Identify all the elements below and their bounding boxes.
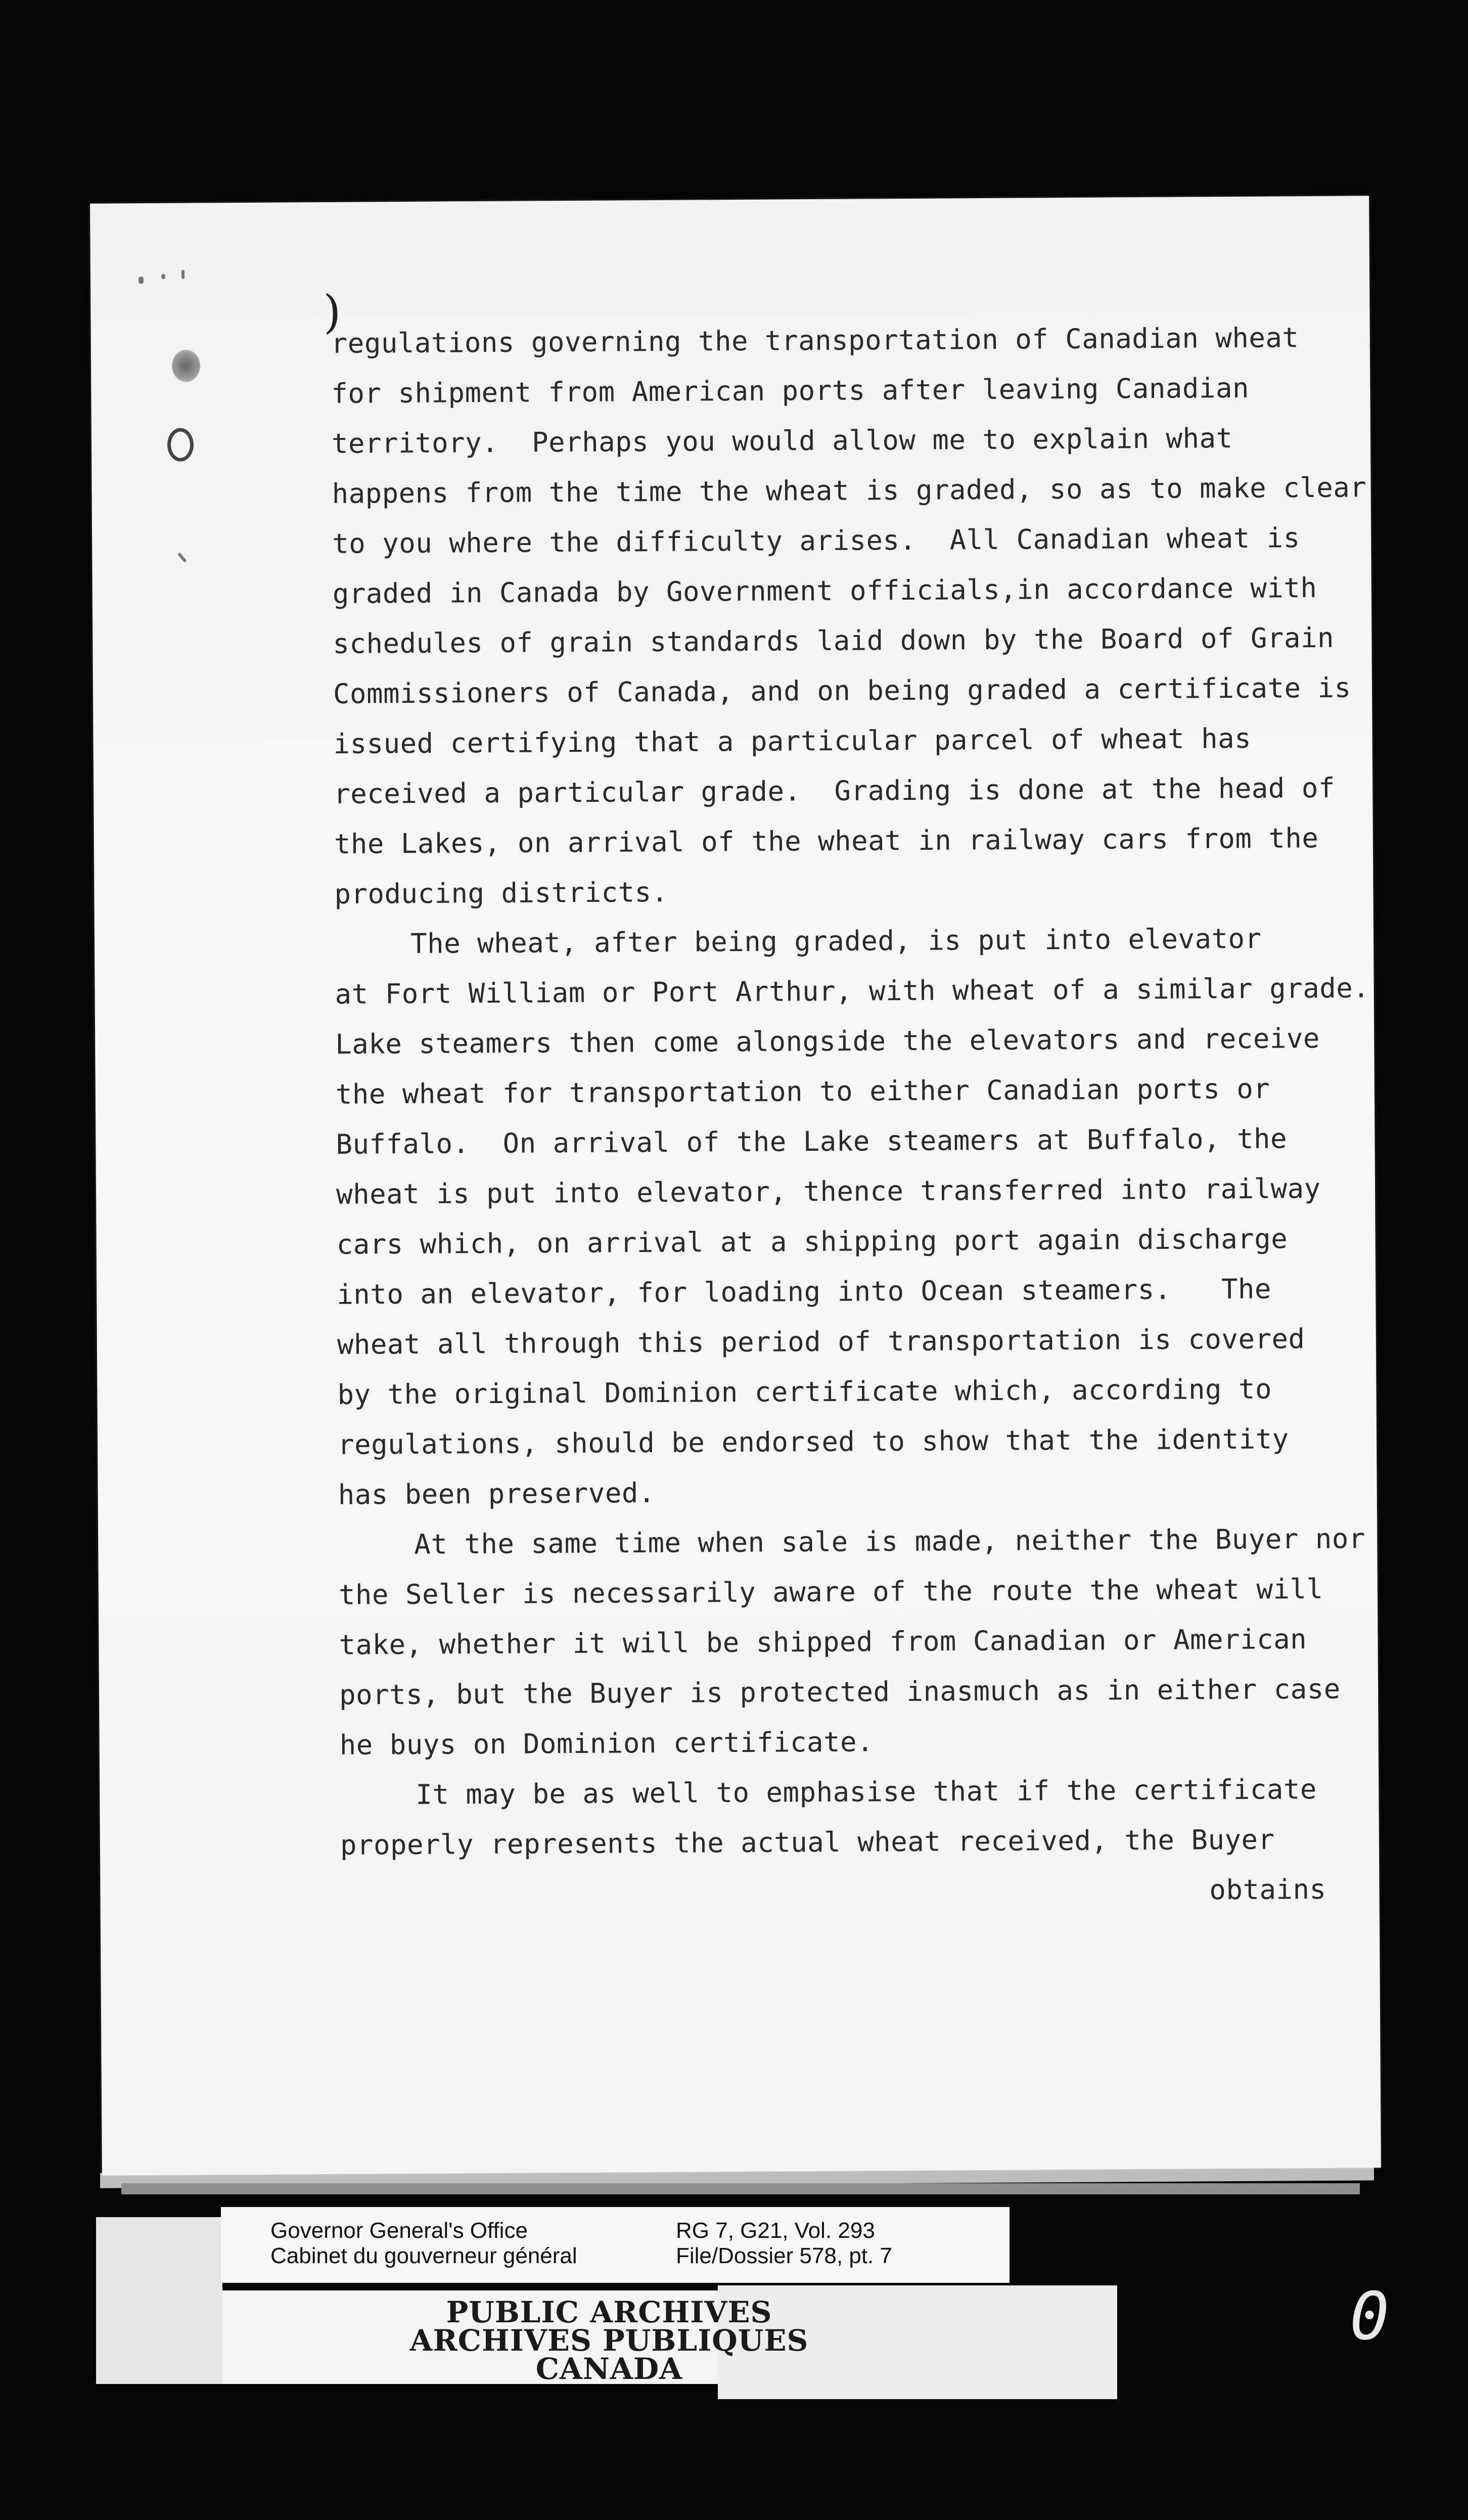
stamp-line-2: ARCHIVES PUBLIQUES <box>409 2323 809 2358</box>
text-line: It may be as well to emphasise that if the certificate <box>416 1773 1317 1811</box>
text-line: schedules of grain standards laid down by the Board of Grain <box>333 621 1335 660</box>
stamp-line-3: CANADA <box>535 2352 683 2386</box>
margin-mark: ) <box>323 285 341 339</box>
text-line: At the same time when sale is made, neither the Buyer nor <box>414 1522 1366 1560</box>
text-line: regulations governing the transportation of Canadian wheat <box>331 322 1299 359</box>
text-line: the Lakes, on arrival of the wheat in railway cars from the <box>334 822 1319 860</box>
text-line: by the original Dominion certificate which, according to <box>337 1373 1272 1411</box>
film-leader-strip <box>96 2217 222 2384</box>
stamp-line-1: PUBLIC ARCHIVES <box>446 2295 772 2329</box>
letter-body <box>331 312 1370 1920</box>
text-line: The wheat, after being graded, is put into elevator <box>410 922 1262 960</box>
text-line: Commissioners of Canada, and on being graded a certificate is <box>333 671 1351 710</box>
text-line: into an elevator, for loading into Ocean steamers. The <box>337 1273 1272 1311</box>
text-line: cars which, on arrival at a shipping port again discharge <box>336 1223 1288 1261</box>
text-line: issued certifying that a particular parcel of wheat has <box>333 722 1252 760</box>
archive-reference-block <box>676 2218 892 2269</box>
text-line: wheat is put into elevator, thence transferred into railway <box>336 1172 1321 1210</box>
text-line: for shipment from American ports after leaving Canadian <box>331 372 1250 410</box>
ink-speck <box>139 277 144 284</box>
text-line: properly represents the actual wheat received, the Buyer <box>340 1823 1275 1861</box>
archive-office-block <box>270 2218 577 2269</box>
archive-label <box>221 2207 1010 2283</box>
text-line: has been preserved. <box>338 1476 656 1511</box>
text-line: the Seller is necessarily aware of the route the wheat will <box>338 1572 1323 1611</box>
file-reference: File/Dossier 578, pt. 7 <box>676 2243 892 2268</box>
text-line: wheat all through this period of transportation is covered <box>337 1323 1305 1361</box>
ink-speck <box>177 552 187 563</box>
text-line: to you where the difficulty arises. All Canadian wheat is <box>332 522 1301 560</box>
text-line: the wheat for transportation to either Canadian ports or <box>335 1072 1270 1110</box>
typed-page <box>90 196 1381 2175</box>
ink-speck <box>181 270 185 279</box>
text-line: graded in Canada by Government officials,in accordance with <box>332 571 1317 610</box>
text-line: received a particular grade. Grading is done at the head of <box>334 772 1336 810</box>
catchword: obtains <box>1209 1873 1326 1906</box>
text-line: territory. Perhaps you would allow me to explain what <box>331 422 1233 460</box>
text-line: ports, but the Buyer is protected inasmuch as in either case <box>339 1673 1341 1711</box>
text-line: Lake steamers then come alongside the elevators and receive <box>335 1022 1320 1060</box>
punch-hole-ring <box>167 428 194 462</box>
text-line: regulations, should be endorsed to show that the identity <box>337 1423 1289 1461</box>
frame-number: 0 <box>1350 2278 1390 2355</box>
office-english: Governor General's Office <box>270 2218 528 2243</box>
public-archives-stamp <box>293 2295 925 2386</box>
page-edge-lower <box>121 2183 1360 2194</box>
ink-speck <box>161 274 165 279</box>
text-line: he buys on Dominion certificate. <box>339 1726 874 1761</box>
punch-hole-mark <box>172 349 200 382</box>
text-line: producing districts. <box>334 876 668 910</box>
text-line: at Fort William or Port Arthur, with wheat of a similar grade. <box>335 972 1370 1010</box>
office-french: Cabinet du gouverneur général <box>270 2243 577 2268</box>
text-line: take, whether it will be shipped from Canadian or American <box>339 1623 1307 1661</box>
record-group-reference: RG 7, G21, Vol. 293 <box>676 2218 875 2243</box>
text-line: happens from the time the wheat is graded, so as to make clear <box>332 471 1367 510</box>
text-line: Buffalo. On arrival of the Lake steamers at Buffalo, the <box>336 1122 1288 1160</box>
